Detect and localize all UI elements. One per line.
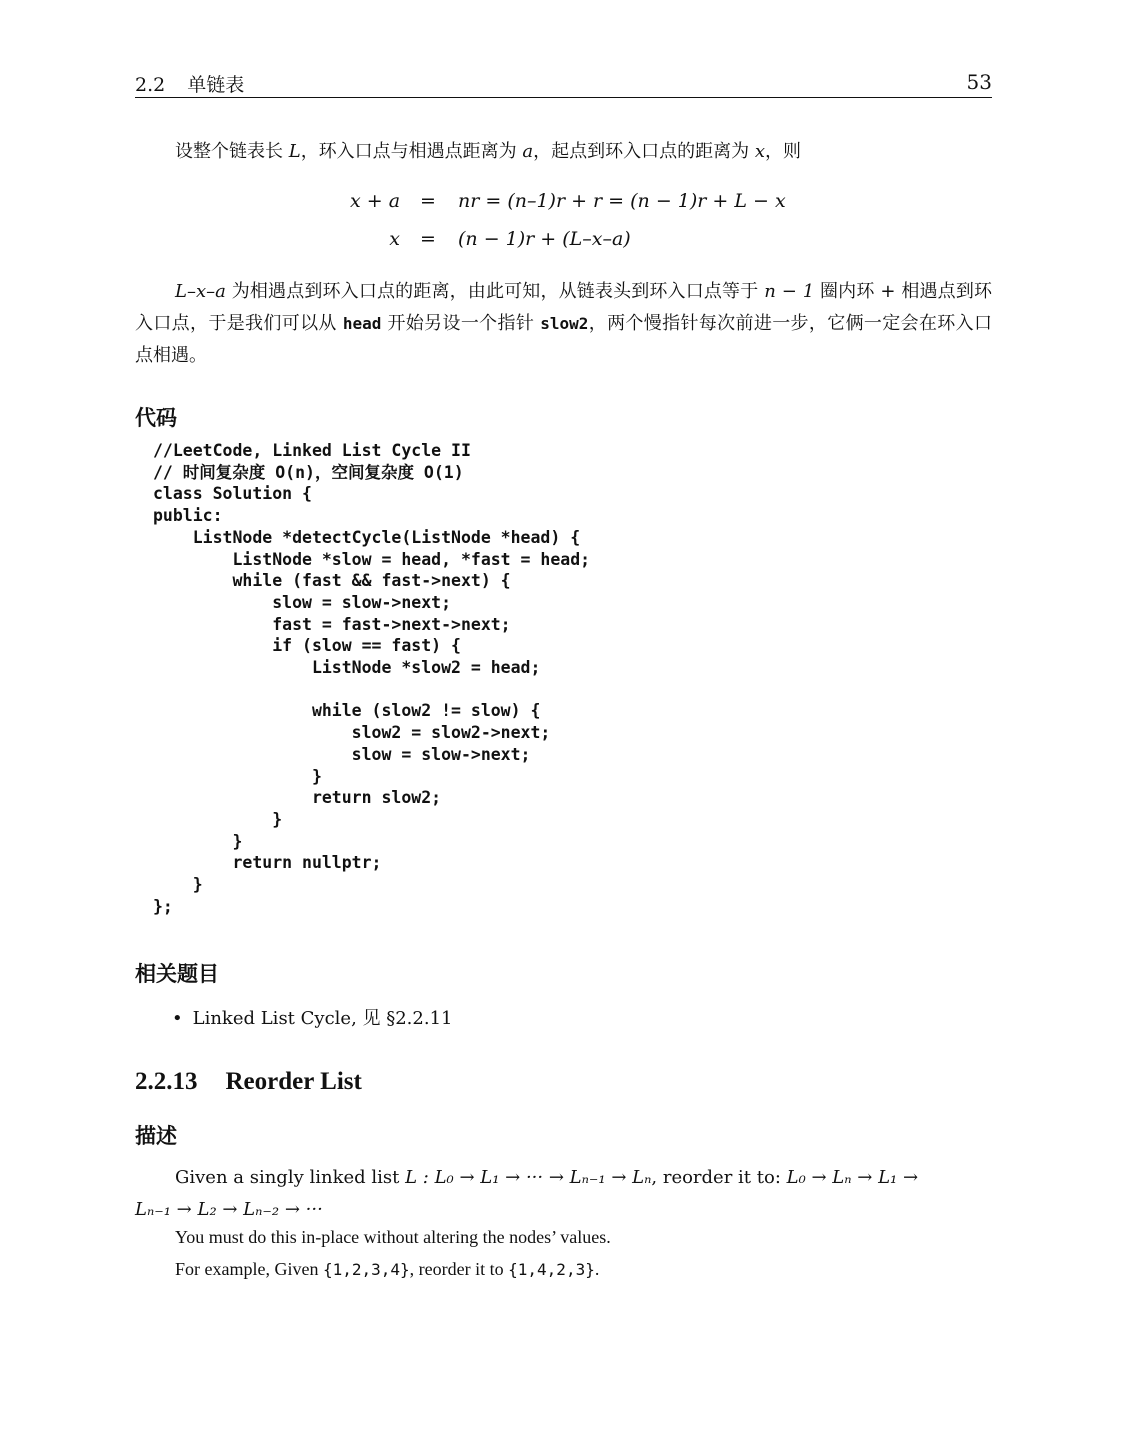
var-L: L [288,141,301,162]
intro-paragraph [175,136,995,168]
page-number: 53 [966,70,992,94]
para2-text-c: 开始另设一个指针 [381,313,541,334]
explanation-paragraph [135,276,992,372]
code-slow2: slow2 [540,314,589,333]
para1-text-b: ，环入口点与相遇点距离为 [300,141,523,162]
code-block: //LeetCode, Linked List Cycle II // 时间复杂度 O(n)，空间复杂度 O(1) class Solution { public: ListNode *detectCycle(ListNode *head) { ListNode *slow = head, *fast = head; while (fast && fast->next) { slow = slow->next; fast = fast->next->next; if (slow == fast) { ListNode *slow2 = head; while (slow2 != slow) { slow2 = slow2->next; slow = slow->next; } return slow2; } } return nullptr; } }; [153,441,591,916]
desc-math3: Lₙ₋₁ → L₂ → Lₙ₋₂ → ··· [135,1199,323,1220]
equation2-lhs [350,228,400,250]
desc-math1: L : L₀ → L₁ → ··· → Lₙ₋₁ → Lₙ [405,1167,652,1188]
equation1-rhs [458,190,786,212]
equation1-rel: = [420,190,436,212]
para1-text-a: 设整个链表长 [175,141,289,162]
running-header [135,70,244,97]
related-item-text: Linked List Cycle, 见 §2.2.11 [192,1008,453,1029]
example-output-code: {1,4,2,3} [508,1260,595,1279]
expr-n-minus-1: n − 1 [764,281,815,302]
equation2-rhs [458,228,631,250]
expr-l-x-a: L–x–a [175,281,226,302]
code-head: head [342,314,382,333]
related-item [172,1004,452,1030]
header-rule [135,97,992,98]
description-line1 [135,1162,992,1194]
bullet-icon: • [172,1008,183,1029]
equation2-rel: = [420,228,436,250]
eq2-lhs-text: x [389,228,400,250]
para2-text-d: ，两个慢指针每次前进一步，它俩一定会在环入口点相遇。 [135,313,992,366]
equation1-lhs [350,190,400,212]
section-title [135,1068,362,1096]
description-heading: 描述 [135,1124,177,1148]
code-heading: 代码 [135,406,177,430]
related-heading: 相关题目 [135,962,219,986]
example-text-c: . [594,1259,600,1279]
example-text-b: , reorder it to [409,1259,509,1279]
para1-text-d: ，则 [765,141,802,162]
example-text-a: For example, Given [175,1259,323,1279]
example-input-code: {1,2,3,4} [322,1260,410,1279]
section-number: 2.2.13 [135,1068,198,1095]
var-x: x [754,141,766,162]
var-a: a [522,141,534,162]
eq2-rhs-text: (n − 1)r + (L–x–a) [458,228,631,250]
header-section-title: 单链表 [187,74,245,96]
desc-text-a: Given a singly linked list [175,1167,406,1188]
eq1-lhs-text: x + a [350,190,401,212]
desc-math2: L₀ → Lₙ → L₁ → [786,1167,919,1188]
para1-text-c: ，起点到环入口点的距离为 [533,141,755,162]
header-section-number: 2.2 [135,74,166,96]
eq1-rhs-text: nr = (n–1)r + r = (n − 1)r + L − x [458,190,786,212]
desc-text-b: , reorder it to: [651,1167,787,1188]
inplace-note: You must do this in-place without altering the nodes’ values. [175,1227,611,1247]
para2-text-a: 为相遇点到环入口点的距离，由此可知，从链表头到环入口点等于 [225,281,765,302]
section-name: Reorder List [225,1068,362,1095]
description-line2 [135,1194,992,1226]
para2-text-b: 圈内环 + 相遇点到环入口点，于是我们可以从 [135,281,992,334]
example-line [175,1259,599,1280]
description-paragraph [135,1162,992,1226]
